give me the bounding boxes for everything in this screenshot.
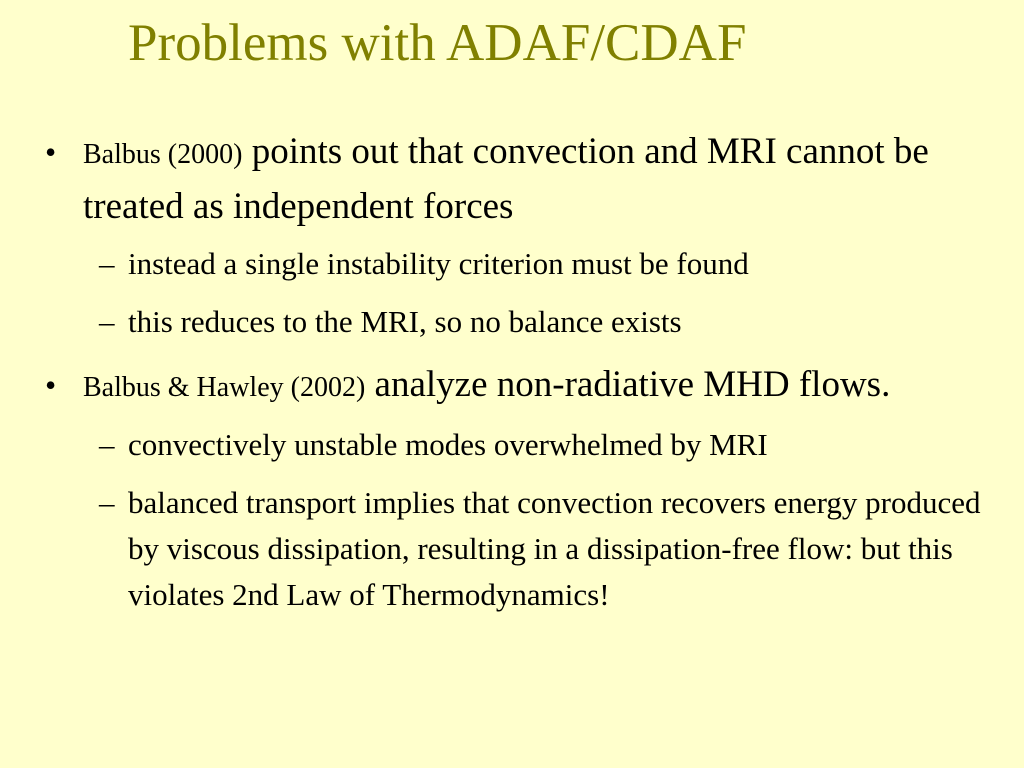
sub-bullet-item — [83, 241, 985, 287]
sub-bullet-marker: – — [99, 246, 115, 281]
sub-bullet-text: instead a single instability criterion must be found — [128, 246, 749, 281]
sub-bullet-item — [83, 422, 985, 468]
bullet-item-balbus-2000 — [45, 126, 985, 345]
bullet-body: analyze non-radiative MHD flows. — [365, 364, 891, 405]
sub-bullet-marker: – — [99, 485, 115, 520]
sub-bullet-text: this reduces to the MRI, so no balance exists — [128, 304, 682, 339]
citation: Balbus & Hawley (2002) — [83, 372, 366, 403]
bullet-text — [83, 126, 985, 233]
bullet-list — [45, 126, 985, 632]
sub-bullet-item — [83, 480, 985, 618]
sub-bullet-list — [83, 422, 985, 618]
bullet-item-balbus-hawley-2002 — [45, 359, 985, 618]
bullet-marker: • — [45, 367, 57, 403]
bullet-text — [83, 359, 985, 414]
slide-title: Problems with ADAF/CDAF — [128, 14, 747, 72]
sub-bullet-marker: – — [99, 427, 115, 462]
bullet-body: points out that convection and MRI cannot be treated as independent forces — [83, 131, 929, 227]
bullet-marker: • — [45, 134, 57, 170]
sub-bullet-text: convectively unstable modes overwhelmed by MRI — [128, 427, 768, 462]
sub-bullet-text: balanced transport implies that convection recovers energy produced by viscous dissipation, resulting in a dissipation-free flow: but this violates 2nd Law of Thermodynamics! — [128, 485, 981, 612]
sub-bullet-marker: – — [99, 304, 115, 339]
sub-bullet-item — [83, 299, 985, 345]
citation: Balbus (2000) — [83, 139, 243, 170]
sub-bullet-list — [83, 241, 985, 345]
